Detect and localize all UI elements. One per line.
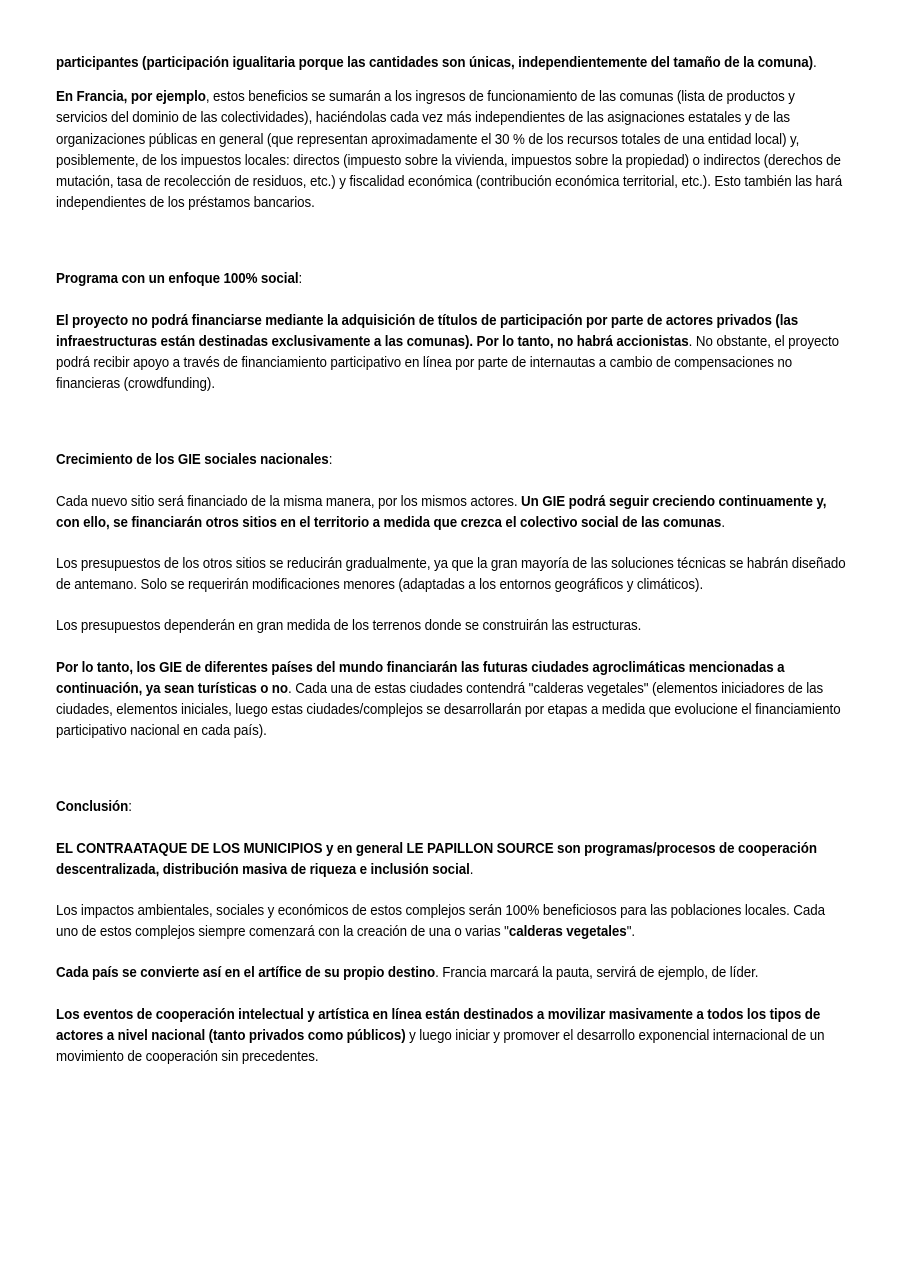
text-run-bold: Los eventos de cooperación intelectual y artística en línea están destinados a movilizar masivamente a todos los tipos de actores a nivel nacional (tanto privados como públicos) [56,1005,821,1044]
text-run-regular: : [328,451,333,469]
text-run-regular: Los presupuestos de los otros sitios se reducirán gradualmente, ya que la gran mayoría de las soluciones técnicas se habrán diseñado de antemano. Solo se requerirán modificaciones menores (adaptadas a los entornos geográficos y climáticos). [56,555,846,594]
paragraph-impactos-ambientales [56,900,848,942]
paragraph-por-lo-tanto-gie [56,657,848,742]
text-run-regular: . [721,513,726,531]
text-run-bold: calderas vegetales [508,923,627,941]
text-run-bold: Conclusión [56,798,129,816]
heading-conclusion [56,796,848,817]
text-run-regular: . [813,54,817,71]
paragraph-eventos-cooperacion [56,1004,848,1068]
paragraph-spacer [56,73,848,86]
paragraph-participantes [56,52,848,73]
text-run-regular: , estos beneficios se sumarán a los ingresos de funcionamiento de las comunas (lista de productos y servicios del dominio de las colectividades), haciéndolas cada vez más independientes de las asignaciones estatales y de las organizaciones públicas en general (que representan aproximadamente el 30 % de los recursos totales de una entidad local) y, posiblemente, de los impuestos locales: directos (impuesto sobre la vivienda, impuestos sobre la propiedad) o indirectos (derechos de mutación, tasa de recolección de residuos, etc.) y fiscalidad económica (contribución económica territorial, etc.). Esto también las hará independientes de los préstamos bancarios. [56,88,843,212]
section-spacer [56,741,848,796]
text-run-regular: ". [626,923,636,941]
paragraph-en-francia [56,86,848,213]
document-body [56,52,848,1067]
paragraph-spacer [56,984,848,1004]
text-run-bold: participantes (participación igualitaria porque las cantidades son únicas, independientemente del tamaño de la comuna) [56,54,814,71]
text-run-regular: Los impactos ambientales, sociales y económicos de estos complejos serán 100% beneficiosos para las poblaciones locales. Cada uno de estos complejos siempre comenzará con la creación de una o varias " [56,902,826,941]
paragraph-spacer [56,818,848,838]
paragraph-cada-nuevo-sitio [56,491,848,533]
text-run-regular: . Francia marcará la pauta, servirá de ejemplo, de líder. [435,964,759,982]
paragraph-spacer [56,471,848,491]
text-run-bold: Cada país se convierte así en el artífice de su propio destino [56,964,436,982]
paragraph-presupuestos-terrenos [56,615,848,636]
section-spacer [56,213,848,268]
text-run-regular: . [469,860,474,878]
paragraph-spacer [56,942,848,962]
paragraph-cada-pais-artifice [56,962,848,983]
paragraph-presupuestos-otros-sitios [56,553,848,595]
heading-programa-social [56,268,848,289]
text-run-regular: Los presupuestos dependerán en gran medida de los terrenos donde se construirán las estructuras. [56,617,642,635]
text-run-bold: En Francia, por ejemplo [56,88,206,106]
paragraph-contraataque-municipios [56,838,848,880]
text-run-regular: : [298,270,303,288]
text-run-bold: EL CONTRAATAQUE DE LOS MUNICIPIOS y en general LE PAPILLON SOURCE son programas/procesos de cooperación descentralizada, distribución masiva de riqueza e inclusión social [56,839,817,878]
text-run-regular: y luego iniciar y promover el desarrollo exponencial internacional de un movimiento de cooperación sin precedentes. [56,1026,825,1066]
text-run-bold: Un GIE podrá seguir creciendo continuamente y, con ello, se financiarán otros sitios en el territorio a medida que crezca el colectivo social de las comunas [56,492,827,531]
text-run-bold: Programa con un enfoque 100% social [56,270,299,288]
paragraph-el-proyecto [56,310,848,395]
text-run-bold: Crecimiento de los GIE sociales nacionales [56,451,329,469]
paragraph-spacer [56,595,848,615]
heading-crecimiento-gie [56,449,848,470]
paragraph-spacer [56,637,848,657]
paragraph-spacer [56,290,848,310]
paragraph-spacer [56,533,848,553]
text-run-regular: . No obstante, el proyecto podrá recibir apoyo a través de financiamiento participativo en línea por parte de internautas a cambio de compensaciones no financieras (crowdfunding). [56,332,840,393]
text-run-regular: : [128,798,132,816]
text-run-regular: . Cada una de estas ciudades contendrá "calderas vegetales" (elementos iniciadores de las ciudades, elementos iniciales, luego estas ciudades/complejos se desarrollarán por etapas a medida que evolucione el financiamiento participativo nacional en cada país). [56,679,841,740]
section-spacer [56,394,848,449]
text-run-bold: El proyecto no podrá financiarse mediante la adquisición de títulos de participación por parte de actores privados (las infraestructuras están destinadas exclusivamente a las comunas). Por lo tanto, no habrá accionistas [56,311,799,350]
paragraph-spacer [56,880,848,900]
text-run-bold: Por lo tanto, los GIE de diferentes países del mundo financiarán las futuras ciudades agroclimáticas mencionadas a continuación, ya sean turísticas o no [56,658,785,697]
text-run-regular: Cada nuevo sitio será financiado de la misma manera, por los mismos actores. [56,492,522,510]
